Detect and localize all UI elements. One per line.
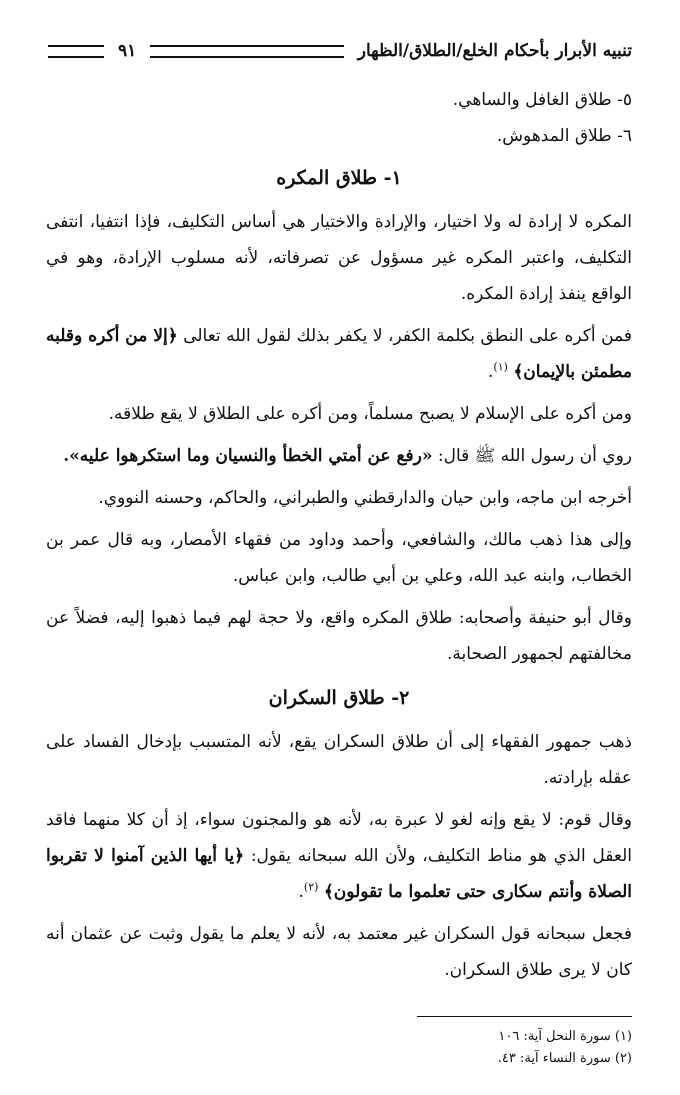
- header-rule-short: [48, 45, 104, 58]
- footnotes: [332, 1026, 632, 1070]
- quran-quote: ﴿يا أيها الذين آمنوا لا تقربوا الصلاة وأنتم سكارى حتى تعلموا ما تقولون﴾: [46, 846, 632, 902]
- paragraph: ذهب جمهور الفقهاء إلى أن طلاق السكران يقع، لأنه المتسبب بإدخال الفساد على عقله بإرادته.: [46, 732, 632, 788]
- paragraph: ومن أكره على الإسلام لا يصبح مسلماً، ومن أكره على الطلاق لا يقع طلاقه.: [108, 404, 632, 424]
- paragraph: وإلى هذا ذهب مالك، والشافعي، وأحمد وداود من فقهاء الأمصار، وبه قال عمر بن الخطاب، وابنه عبد الله، وعلي بن أبي طالب، وابن عباس.: [46, 530, 632, 586]
- paragraph: [46, 802, 632, 910]
- paragraph-text: روي أن رسول الله ﷺ قال:: [432, 446, 632, 466]
- paragraph-text: فمن أكره على النطق بكلمة الكفر، لا يكفر بذلك لقول الله تعالى: [177, 326, 632, 346]
- list-item-5: ٥- طلاق الغافل والساهي.: [452, 90, 632, 110]
- footnote-divider: [417, 1016, 632, 1017]
- header-rule-long: [150, 45, 344, 58]
- paragraph: وقال أبو حنيفة وأصحابه: طلاق المكره واقع، ولا حجة لهم فيما ذهبوا إليه، فضلاً عن مخالفتهم لجمهور الصحابة.: [46, 608, 632, 664]
- header-title: تنبيه الأبرار بأحكام الخلع/الطلاق/الظهار: [357, 41, 632, 61]
- paragraph: أخرجه ابن ماجه، وابن حيان والدارقطني والطبراني، والحاكم، وحسنه النووي.: [98, 488, 632, 508]
- running-header: [48, 34, 632, 68]
- paragraph-text: وقال قوم: لا يقع وإنه لغو لا عبرة به، لأنه هو والمجنون سواء، إذ أن كلا منهما فاقد العقل الذي هو مناط التكليف، ولأن الله سبحانه يقول:: [46, 810, 633, 866]
- footnote-ref: (٢): [303, 880, 319, 894]
- page-number: ٩١: [118, 41, 137, 61]
- punct: .: [488, 362, 494, 382]
- paragraph: [46, 438, 632, 474]
- section-heading-coerced: ١- طلاق المكره: [276, 167, 402, 189]
- paragraph: المكره لا إرادة له ولا اختيار، والإرادة والاختيار هي أساس التكليف، فإذا انتفيا، انتفى التكليف، واعتبر المكره غير مسؤول عن تصرفاته، لأنه مسلوب الإرادة، وهو في الواقع ينفذ إرادة المكره.: [46, 212, 632, 304]
- section-heading-drunk: ٢- طلاق السكران: [268, 687, 410, 709]
- punct: .: [298, 882, 304, 902]
- footnote-2: (٢) سورة النساء آية: ٤٣.: [497, 1051, 632, 1066]
- list-item-6: ٦- طلاق المدهوش.: [496, 126, 632, 146]
- footnote-1: (١) سورة النحل آية: ١٠٦: [498, 1029, 632, 1044]
- page-body: [46, 82, 632, 994]
- quran-quote: ﴿إلا من أكره وقلبه مطمئن بالإيمان﴾: [46, 326, 632, 382]
- footnote-ref: (١): [493, 360, 508, 374]
- paragraph: فجعل سبحانه قول السكران غير معتمد به، لأنه لا يعلم ما يقول وثبت عن عثمان أنه كان لا يرى طلاق السكران.: [46, 924, 632, 980]
- paragraph: [46, 318, 632, 390]
- hadith-quote: «رفع عن أمتي الخطأ والنسيان وما استكرهوا عليه».: [63, 446, 433, 466]
